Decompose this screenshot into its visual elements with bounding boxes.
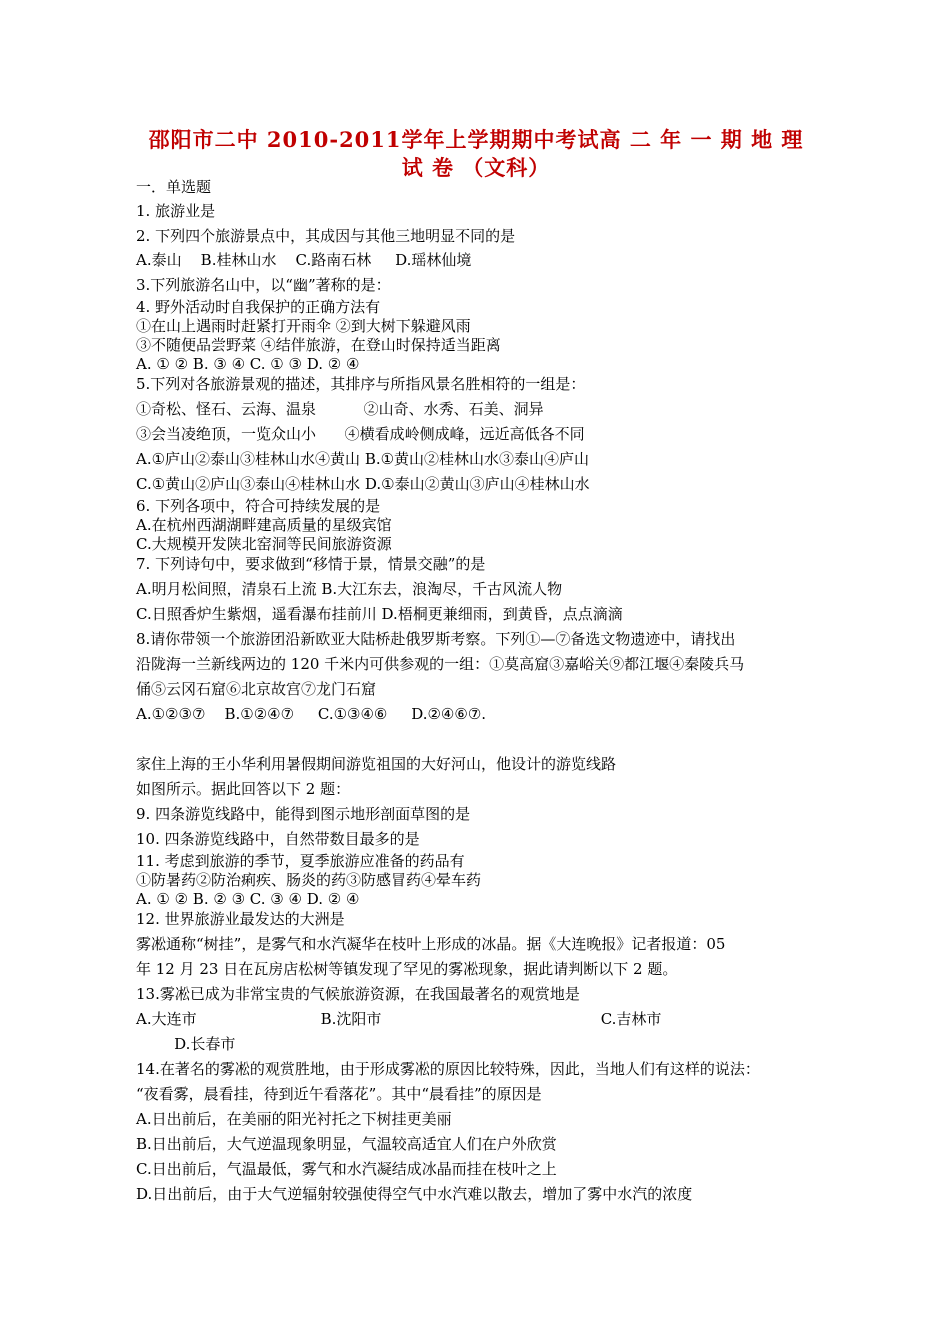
question-5-items-a: ①奇松、怪石、云海、温泉 ②山奇、水秀、石美、洞异 [136, 400, 544, 418]
question-7-options-ab: A.明月松间照，清泉石上流 B.大江东去，浪淘尽，千古风流人物 [136, 580, 563, 598]
question-6-option-a: A.在杭州西湖湖畔建高质量的星级宾馆 [136, 516, 392, 534]
question-1: 1. 旅游业是 [136, 202, 216, 220]
question-14-option-d: D.日出前后，由于大气逆辐射较强使得空气中水汽难以散去，增加了雾中水汽的浓度 [136, 1185, 693, 1203]
question-5-options-ab: A.①庐山②泰山③桂林山水④黄山 B.①黄山②桂林山水③泰山④庐山 [136, 450, 590, 468]
question-14-option-b: B.日出前后，大气逆温现象明显，气温较高适宜人们在户外欣赏 [136, 1135, 557, 1153]
question-6: 6. 下列各项中，符合可持续发展的是 [136, 497, 381, 515]
question-5: 5.下列对各旅游景观的描述，其排序与所指风景名胜相符的一组是： [136, 375, 586, 393]
question-4: 4. 野外活动时自我保护的正确方法有 [136, 298, 381, 316]
question-11-items: ①防暑药②防治痢疾、肠炎的药③防感冒药④晕车药 [136, 871, 482, 889]
question-14-option-a: A.日出前后，在美丽的阳光衬托之下树挂更美丽 [136, 1110, 452, 1128]
section-heading: 一．单选题 [136, 178, 212, 196]
question-14-line-1: 14.在著名的雾凇的观赏胜地，由于形成雾凇的原因比较特殊，因此，当地人们有这样的说法： [136, 1060, 760, 1078]
question-8-line-2: 沿陇海一兰新线两边的 120 千米内可供参观的一组：①莫高窟③嘉峪关⑨都江堰④秦陵兵马 [136, 655, 745, 673]
question-11: 11. 考虑到旅游的季节，夏季旅游应准备的药品有 [136, 852, 465, 870]
question-3: 3.下列旅游名山中，以“幽”著称的是： [136, 276, 391, 294]
question-14-option-c: C.日出前后，气温最低，雾气和水汽凝结成冰晶而挂在枝叶之上 [136, 1160, 557, 1178]
question-7-options-cd: C.日照香炉生紫烟，遥看瀑布挂前川 D.梧桐更兼细雨，到黄昏，点点滴滴 [136, 605, 623, 623]
question-7: 7. 下列诗句中，要求做到“移情于景，情景交融”的是 [136, 555, 486, 573]
question-12: 12. 世界旅游业最发达的大洲是 [136, 910, 345, 928]
question-13-options-abc: A.大连市 B.沈阳市 C.吉林市 [136, 1010, 662, 1028]
question-2-options: A.泰山 B.桂林山水 C.路南石林 D.瑶林仙境 [136, 251, 472, 269]
passage-rime-line-1: 雾凇通称“树挂”，是雾气和水汽凝华在枝叶上形成的冰晶。据《大连晚报》记者报道：05 [136, 935, 726, 953]
question-10: 10. 四条游览线路中，自然带数目最多的是 [136, 830, 420, 848]
question-13: 13.雾凇已成为非常宝贵的气候旅游资源，在我国最著名的观赏地是 [136, 985, 580, 1003]
question-2: 2. 下列四个旅游景点中，其成因与其他三地明显不同的是 [136, 227, 516, 245]
question-8-line-3: 俑⑤云冈石窟⑥北京故宫⑦龙门石窟 [136, 680, 377, 698]
passage-travel-line-2: 如图所示。据此回答以下 2 题： [136, 780, 351, 798]
question-11-options: A. ① ② B. ② ③ C. ③ ④ D. ② ④ [136, 890, 360, 908]
question-5-options-cd: C.①黄山②庐山③泰山④桂林山水 D.①泰山②黄山③庐山④桂林山水 [136, 475, 590, 493]
question-4-items-b: ③不随便品尝野菜 ④结伴旅游，在登山时保持适当距离 [136, 336, 501, 354]
question-14-line-2: “夜看雾，晨看挂，待到近午看落花”。其中“晨看挂”的原因是 [136, 1085, 542, 1103]
document-title-line-2: 试 卷 （文科） [401, 155, 551, 180]
question-8-options: A.①②③⑦ B.①②④⑦ C.①③④⑥ D.②④⑥⑦. [136, 705, 487, 723]
question-8-line-1: 8.请你带领一个旅游团沿新欧亚大陆桥赴俄罗斯考察。下列①—⑦备选文物遗迹中，请找出 [136, 630, 736, 648]
passage-travel-line-1: 家住上海的王小华利用暑假期间游览祖国的大好河山，他设计的游览线路 [136, 755, 617, 773]
passage-rime-line-2: 年 12 月 23 日在瓦房店松树等镇发现了罕见的雾凇现象，据此请判断以下 2 题。 [136, 960, 678, 978]
document-title-line-1: 邵阳市二中 2010-2011学年上学期期中考试高 二 年 一 期 地 理 [148, 127, 804, 152]
question-4-items-a: ①在山上遇雨时赶紧打开雨伞 ②到大树下躲避风雨 [136, 317, 471, 335]
question-13-option-d: D.长春市 [136, 1035, 236, 1053]
question-6-option-c: C.大规模开发陕北窑洞等民间旅游资源 [136, 535, 392, 553]
question-4-options: A. ① ② B. ③ ④ C. ① ③ D. ② ④ [136, 355, 360, 373]
question-5-items-b: ③会当凌绝顶，一览众山小 ④横看成岭侧成峰，远近高低各不同 [136, 425, 585, 443]
question-9: 9. 四条游览线路中，能得到图示地形剖面草图的是 [136, 805, 471, 823]
